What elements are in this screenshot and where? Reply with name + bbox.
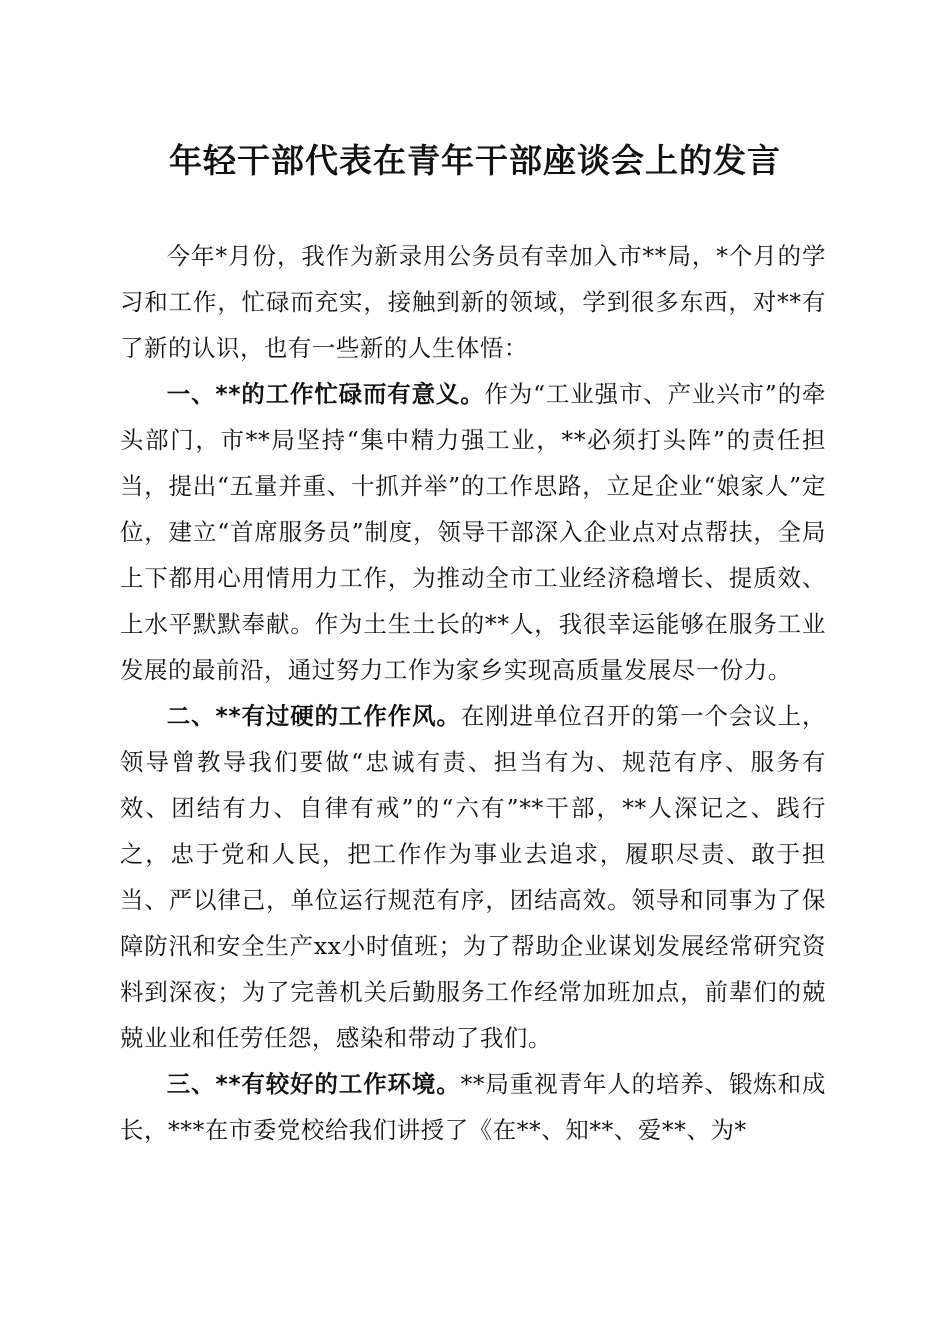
section-heading: 三、**有较好的工作环境。 bbox=[166, 1070, 461, 1098]
paragraph-section-2 bbox=[120, 693, 826, 1061]
paragraph-text: 作为“工业强市、产业兴市”的牵头部门，市**局坚持“集中精力强工业，**必须打头阵”的责任担当，提出“五量并重、十抓并举”的工作思路，立足企业“娘家人”定位，建立“首席服务员”制度，领导干部深入企业点对点帮扶，全局上下都用心用情用力工作，为推动全市工业经济稳增长、提质效、上水平默默奉献。作为土生土长的**人，我很幸运能够在服务工业发展的最前沿，通过努力工作为家乡实现高质量发展尽一份力。 bbox=[120, 380, 826, 684]
paragraph-intro bbox=[120, 233, 826, 371]
paragraph-text: **局重视青年人的培养、锻炼和成长，***在市委党校给我们讲授了《在**、知**、爱**、为* bbox=[120, 1070, 826, 1144]
paragraph-section-1 bbox=[120, 371, 826, 693]
document-body bbox=[120, 233, 826, 1153]
document-title: 年轻干部代表在青年干部座谈会上的发言 bbox=[169, 141, 781, 180]
paragraph-section-3 bbox=[120, 1061, 826, 1153]
paragraph-text: 今年*月份，我作为新录用公务员有幸加入市**局，*个月的学习和工作，忙碌而充实，接触到新的领域，学到很多东西，对**有了新的认识，也有一些新的人生体悟： bbox=[120, 242, 826, 362]
section-heading: 一、**的工作忙碌而有意义。 bbox=[166, 380, 485, 408]
section-heading: 二、**有过硬的工作作风。 bbox=[166, 702, 461, 730]
paragraph-text: 在刚进单位召开的第一个会议上，领导曾教导我们要做“忠诚有责、担当有为、规范有序、服务有效、团结有力、自律有戒”的“六有”**干部，**人深记之、践行之，忠于党和人民，把工作作为事业去追求，履职尽责、敢于担当、严以律己，单位运行规范有序，团结高效。领导和同事为了保障防汛和安全生产xx小时值班；为了帮助企业谋划发展经常研究资料到深夜；为了完善机关后勤服务工作经常加班加点，前辈们的兢兢业业和任劳任怨，感染和带动了我们。 bbox=[120, 702, 826, 1052]
